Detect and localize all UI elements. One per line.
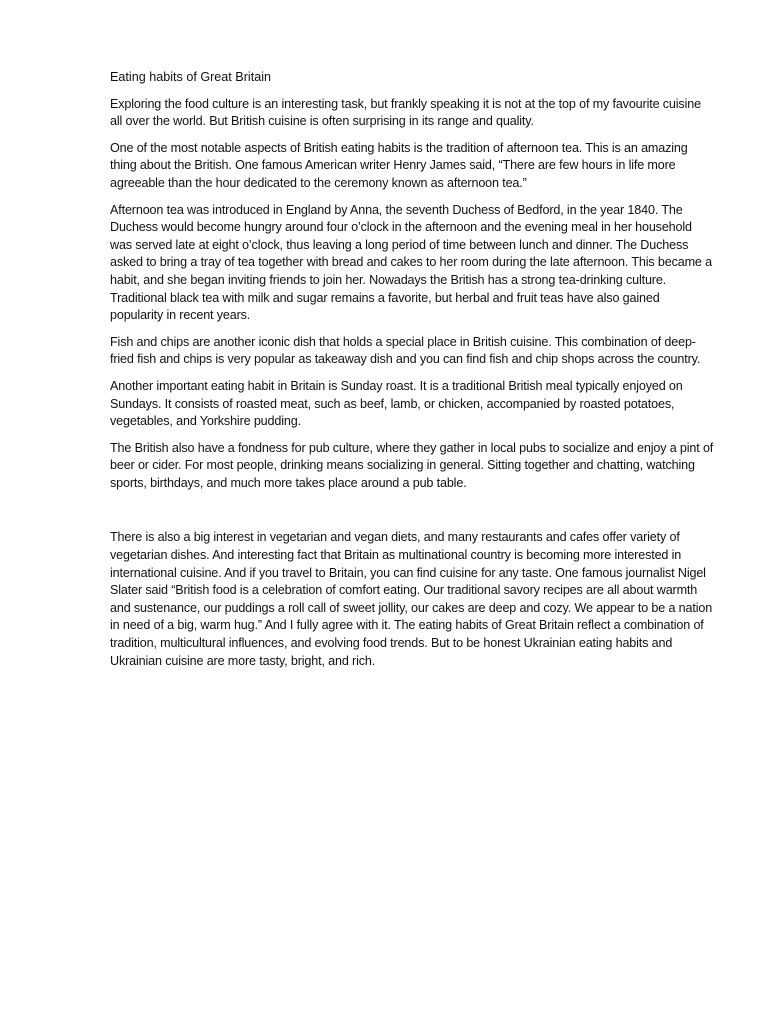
paragraph-pub-culture: The British also have a fondness for pub culture, where they gather in local pubs to socialize and enjoy a pint of beer or cider. For most people, drinking means socializing in general. Sitting together and chatting, watching sports, birthdays, and much more takes place around a pub table. — [110, 440, 714, 490]
document-title: Eating habits of Great Britain — [110, 70, 272, 84]
paragraph-afternoon-tea: One of the most notable aspects of British eating habits is the tradition of afternoon tea. This is an amazing thing about the British. One famous American writer Henry James said, “There are few hours in life more agreeable than the hour dedicated to the ceremony known as afternoon tea.” — [110, 140, 688, 190]
document-body — [110, 69, 716, 679]
paragraph-intro: Exploring the food culture is an interesting task, but frankly speaking it is not at the top of my favourite cuisine all over the world. But British cuisine is often surprising in its range and quality. — [110, 96, 701, 129]
paragraph-fish-and-chips: Fish and chips are another iconic dish that holds a special place in British cuisine. This combination of deep-fried fish and chips is very popular as takeaway dish and you can find fish and chip shops across the country. — [110, 334, 701, 367]
paragraph-conclusion: There is also a big interest in vegetarian and vegan diets, and many restaurants and cafes offer variety of vegetarian dishes. And interesting fact that Britain as multinational country is becoming more interested in international cuisine. And if you travel to Britain, you can find cuisine for any taste. One famous journalist Nigel Slater said “British food is a celebration of comfort eating. Our traditional savory recipes are all about warmth and sustenance, our puddings a roll call of sweet jollity, our cakes are deep and cozy. We appear to be a nation in need of a big, warm hug.” And I fully agree with it. The eating habits of Great Britain reflect a combination of tradition, multicultural influences, and evolving food trends. But to be honest Ukrainian eating habits and Ukrainian cuisine are more tasty, bright, and rich. — [110, 530, 713, 668]
paragraph-tea-history: Afternoon tea was introduced in England by Anna, the seventh Duchess of Bedford, in the year 1840. The Duchess would become hungry around four o’clock in the afternoon and the evening meal in her household was served late at eight o’clock, thus leaving a long period of time between lunch and dinner. The Duchess asked to bring a tray of tea together with bread and cakes to her room during the late afternoon. This became a habit, and she began inviting friends to join her. Nowadays the British has a strong tea-drinking culture. Traditional black tea with milk and sugar remains a favorite, but herbal and fruit teas have also gained popularity in recent years. — [110, 202, 712, 323]
paragraph-sunday-roast: Another important eating habit in Britain is Sunday roast. It is a traditional British meal typically enjoyed on Sundays. It consists of roasted meat, such as beef, lamb, or chicken, accompanied by roasted potatoes, vegetables, and Yorkshire pudding. — [110, 378, 683, 429]
